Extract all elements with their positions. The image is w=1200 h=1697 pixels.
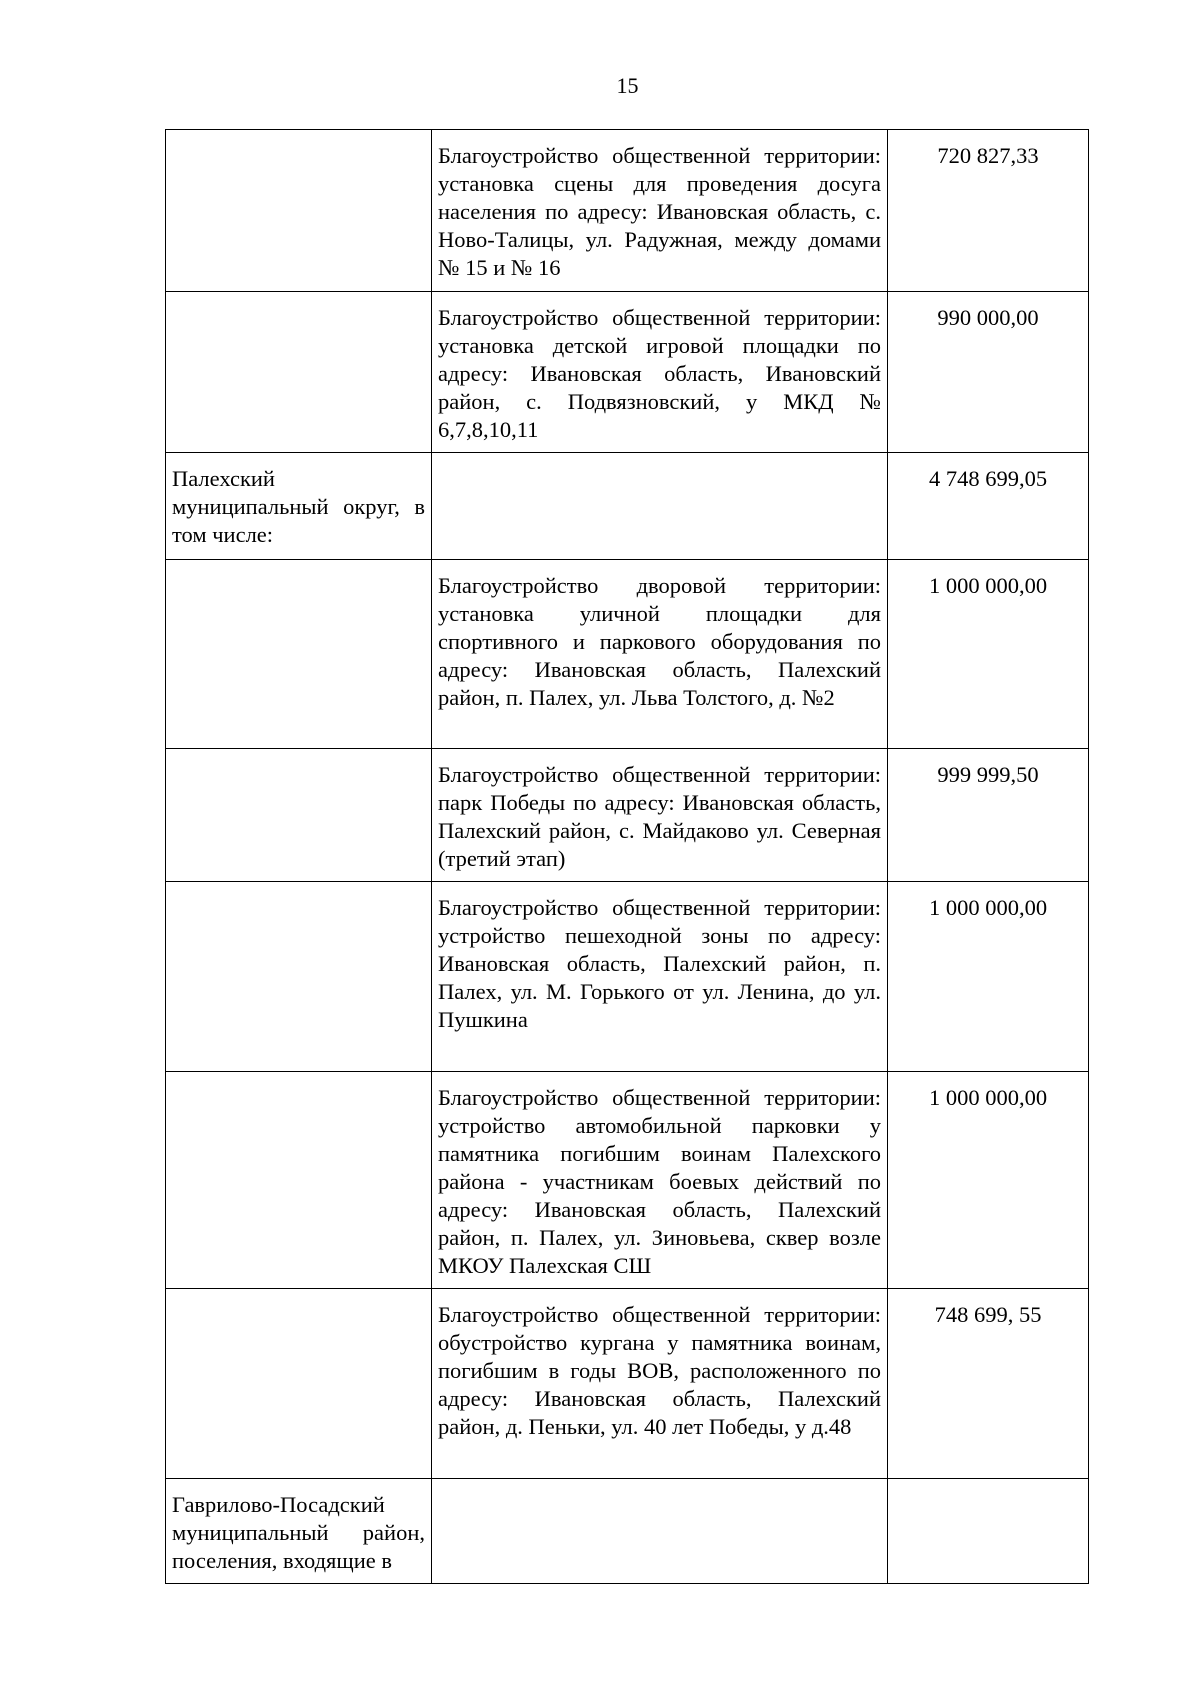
object-cell: Благоустройство общественной территории: парк Победы по адресу: Ивановская область, Палехский район, с. Майдаково ул. Северная (третий этап): [432, 749, 888, 882]
table-row: [166, 453, 1089, 560]
object-cell: Благоустройство общественной территории: устройство автомобильной парковки у памятника погибшим воинам Палехского района - участникам боевых действий по адресу: Ивановская область, Палехский район, п. Палех, ул. Зиновьева, сквер возле МКОУ Палехская СШ: [432, 1072, 888, 1289]
object-cell: Благоустройство дворовой территории: установка уличной площадки для спортивного и паркового оборудования по адресу: Ивановская область, Палехский район, п. Палех, ул. Льва Толстого, д. №2: [432, 560, 888, 749]
amount-cell: 720 827,33: [888, 130, 1089, 292]
table-row: [166, 130, 1089, 292]
amount-cell: 4 748 699,05: [888, 453, 1089, 560]
amount-cell: 1 000 000,00: [888, 560, 1089, 749]
district-cell: [166, 1072, 432, 1289]
district-cell: [166, 749, 432, 882]
amount-cell: 990 000,00: [888, 292, 1089, 453]
amount-cell: 748 699, 55: [888, 1289, 1089, 1479]
object-cell: [432, 453, 888, 560]
amount-cell: 1 000 000,00: [888, 1072, 1089, 1289]
table-row: [166, 749, 1089, 882]
amount-cell: [888, 1479, 1089, 1584]
district-cell: [166, 1289, 432, 1479]
object-cell: Благоустройство общественной территории: обустройство кургана у памятника воинам, погибшим в годы ВОВ, расположенного по адресу: Ивановская область, Палехский район, д. Пеньки, ул. 40 лет Победы, у д.48: [432, 1289, 888, 1479]
table-row: [166, 1289, 1089, 1479]
table-row: [166, 560, 1089, 749]
district-cell: Палехский муниципальный округ, в том числе:: [166, 453, 432, 560]
object-cell: Благоустройство общественной территории: устройство пешеходной зоны по адресу: Ивановская область, Палехский район, п. Палех, ул. М. Горького от ул. Ленина, до ул. Пушкина: [432, 882, 888, 1072]
table-row: [166, 1479, 1089, 1584]
district-cell: Гаврилово-Посадский муниципальный район, поселения, входящие в: [166, 1479, 432, 1584]
object-cell: [432, 1479, 888, 1584]
funding-table: [165, 129, 1089, 1584]
district-cell: [166, 560, 432, 749]
table-row: [166, 292, 1089, 453]
district-cell: [166, 292, 432, 453]
district-cell: [166, 130, 432, 292]
object-cell: Благоустройство общественной территории: установка сцены для проведения досуга населения по адресу: Ивановская область, с. Ново-Талицы, ул. Радужная, между домами № 15 и № 16: [432, 130, 888, 292]
amount-cell: 1 000 000,00: [888, 882, 1089, 1072]
amount-cell: 999 999,50: [888, 749, 1089, 882]
page-number: 15: [616, 73, 639, 98]
object-cell: Благоустройство общественной территории: установка детской игровой площадки по адресу: Ивановская область, Ивановский район, с. Подвязновский, у МКД № 6,7,8,10,11: [432, 292, 888, 453]
table-row: [166, 882, 1089, 1072]
table-row: [166, 1072, 1089, 1289]
district-cell: [166, 882, 432, 1072]
